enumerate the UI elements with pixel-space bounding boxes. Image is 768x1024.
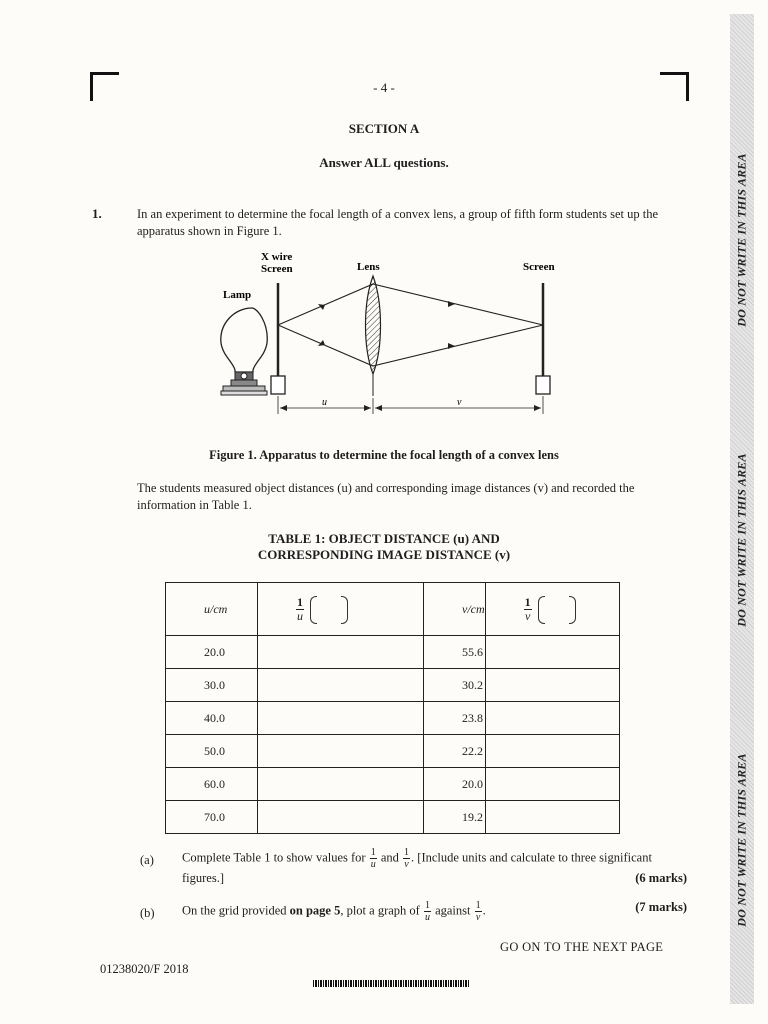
blank-cell[interactable] (258, 801, 424, 834)
lens-label: Lens (357, 261, 380, 273)
table-row: 40.0 23.8 (166, 702, 620, 735)
page-number: - 4 - (373, 80, 395, 95)
lamp-drawing (221, 308, 267, 395)
side-warning-3: DO NOT WRITE IN THIS AREA (734, 753, 749, 927)
figure-caption: Figure 1. Apparatus to determine the focal length of a convex lens (209, 448, 559, 462)
table-row: 30.0 30.2 (166, 669, 620, 702)
question-number: 1. (92, 206, 102, 221)
unit-bracket (538, 596, 576, 622)
part-a-label: (a) (140, 853, 154, 867)
part-b-label: (b) (140, 906, 155, 920)
part-b-text: On the grid provided on page 5, plot a graph of $\frac{1}{u}$ against $\frac{1}{v}$ . (7 marks) (182, 900, 687, 923)
blank-cell[interactable] (258, 702, 424, 735)
unit-bracket (310, 596, 348, 622)
u-label: u (322, 397, 327, 408)
screen-label: Screen (523, 261, 555, 273)
header-v: v/cm (424, 583, 486, 636)
table-title (0, 531, 768, 563)
barcode (313, 980, 470, 987)
blank-cell[interactable] (485, 768, 619, 801)
data-table (165, 582, 620, 834)
header-inverse-v: $\frac{1}{v}$ (485, 583, 619, 636)
part-a-marks: (6 marks) (635, 871, 687, 885)
blank-cell[interactable] (258, 636, 424, 669)
blank-cell[interactable] (485, 702, 619, 735)
part-b-marks: (7 marks) (635, 900, 687, 914)
blank-cell[interactable] (485, 735, 619, 768)
blank-cell[interactable] (485, 636, 619, 669)
table-row: 60.0 20.0 (166, 768, 620, 801)
xwire-label-2: Screen (261, 263, 293, 275)
question-intro: In an experiment to determine the focal length of a convex lens, a group of fifth form students set up the apparatus shown in Figure 1. (137, 207, 659, 238)
go-on-next-page: GO ON TO THE NEXT PAGE (500, 940, 664, 954)
header-inverse-u: $\frac{1}{u}$ (258, 583, 424, 636)
table-row: 20.0 55.6 (166, 636, 620, 669)
exam-code: 01238020/F 2018 (100, 962, 189, 976)
xwire-label-1: X wire (261, 251, 293, 263)
blank-cell[interactable] (258, 735, 424, 768)
header-u: u/cm (166, 583, 258, 636)
side-warning-2: DO NOT WRITE IN THIS AREA (734, 453, 749, 627)
blank-cell[interactable] (258, 669, 424, 702)
blank-cell[interactable] (485, 801, 619, 834)
blank-cell[interactable] (485, 669, 619, 702)
part-a-text: Complete Table 1 to show values for $\frac{1}{u}$ and $\frac{1}{v}$ . [Include units and calculate to three significant figures.] (6 marks) (182, 847, 687, 885)
apparatus-figure (205, 248, 585, 423)
table-row: 70.0 19.2 (166, 801, 620, 834)
table-row: 50.0 22.2 (166, 735, 620, 768)
table-header-row (166, 583, 620, 636)
table-title-line1: TABLE 1: OBJECT DISTANCE (u) AND (268, 531, 500, 546)
section-title: SECTION A (348, 121, 420, 136)
table-intro-paragraph: The students measured object distances (u) and corresponding image distances (v) and recorded the information in Table 1. (137, 481, 635, 512)
blank-cell[interactable] (258, 768, 424, 801)
instruction: Answer ALL questions. (319, 155, 449, 170)
lamp-label: Lamp (223, 289, 252, 301)
side-warning-1: DO NOT WRITE IN THIS AREA (734, 153, 749, 327)
table-title-line2: CORRESPONDING IMAGE DISTANCE (v) (257, 547, 511, 562)
v-label: v (457, 397, 462, 408)
